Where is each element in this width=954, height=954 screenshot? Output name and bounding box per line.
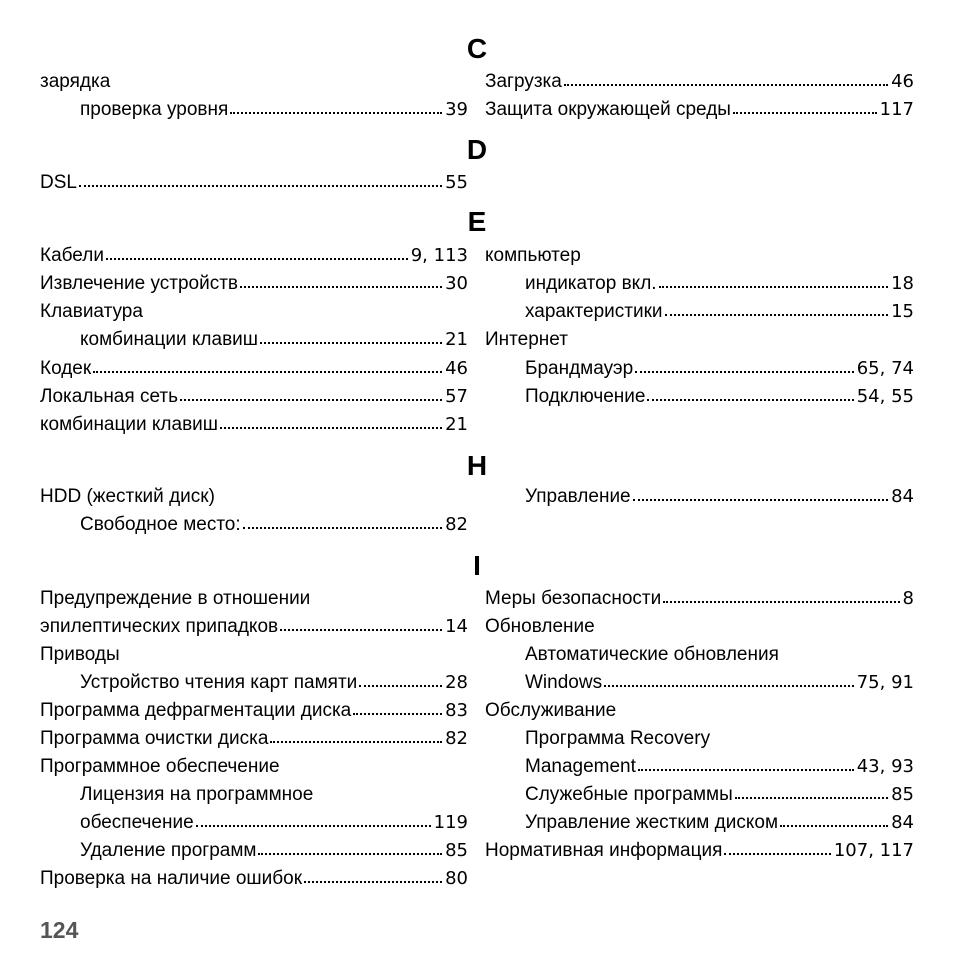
dot-leader <box>604 685 854 687</box>
entry-text: индикатор вкл. <box>525 273 657 294</box>
dot-leader <box>647 399 853 401</box>
entry-text: Устройство чтения карт памяти <box>80 672 358 693</box>
entry-page: 46 <box>445 358 468 379</box>
dot-leader <box>196 825 431 827</box>
index-entry <box>525 355 914 383</box>
entry-page: 80 <box>445 868 468 889</box>
index-entry <box>525 809 914 837</box>
index-entry <box>485 837 914 865</box>
entry-page: 21 <box>445 414 468 435</box>
index-entry <box>525 298 914 326</box>
entry-text: DSL <box>40 172 77 193</box>
entry-text: Лицензия на программное <box>80 784 314 805</box>
entry-page: 8 <box>902 588 914 609</box>
index-entry <box>80 511 468 539</box>
dot-leader <box>93 371 442 373</box>
entry-text: Загрузка <box>485 71 562 92</box>
dot-leader <box>733 112 877 114</box>
dot-leader <box>635 371 854 373</box>
dot-leader <box>665 314 889 316</box>
entry-text: Windows <box>525 672 603 693</box>
section-header-i: I <box>473 550 481 581</box>
entry-page: 82 <box>445 514 468 535</box>
dot-leader <box>220 427 442 429</box>
index-entry <box>40 725 468 753</box>
index-entry <box>525 641 914 669</box>
entry-text: Программное обеспечение <box>40 756 280 777</box>
entry-text: Обновление <box>485 616 595 637</box>
entry-text: Программа очистки диска <box>40 728 269 749</box>
dot-leader <box>180 399 442 401</box>
entry-text: Кодек <box>40 358 92 379</box>
dot-leader <box>633 499 888 501</box>
entry-text: Приводы <box>40 644 120 665</box>
entry-page: 107, 117 <box>833 840 914 861</box>
index-entry <box>525 270 914 298</box>
index-entry <box>40 411 468 439</box>
index-entry <box>485 613 914 641</box>
entry-text: HDD (жесткий диск) <box>40 486 215 507</box>
entry-text: Подключение <box>525 386 646 407</box>
entry-text: Клавиатура <box>40 301 143 322</box>
entry-page: 54, 55 <box>856 386 914 407</box>
entry-page: 65, 74 <box>856 358 914 379</box>
entry-text: комбинации клавиш <box>80 329 259 350</box>
entry-text: Кабели <box>40 245 104 266</box>
entry-text: компьютер <box>485 245 581 266</box>
entry-page: 43, 93 <box>856 756 914 777</box>
index-entry <box>485 585 914 613</box>
entry-page: 9, 113 <box>410 245 468 266</box>
entry-text: Управление <box>525 486 631 507</box>
index-entry <box>40 169 468 197</box>
index-entry <box>485 68 914 96</box>
entry-page: 85 <box>445 840 468 861</box>
index-entry <box>40 613 468 641</box>
entry-text: комбинации клавиш <box>40 414 219 435</box>
dot-leader <box>240 286 442 288</box>
entry-page: 30 <box>445 273 468 294</box>
entry-text: Программа Recovery <box>525 728 711 749</box>
entry-page: 85 <box>891 784 914 805</box>
dot-leader <box>230 112 442 114</box>
index-entry <box>40 697 468 725</box>
dot-leader <box>780 825 888 827</box>
entry-text: проверка уровня <box>80 99 229 120</box>
dot-leader <box>359 685 442 687</box>
index-entry <box>525 669 914 697</box>
dot-leader <box>260 342 442 344</box>
index-entry <box>80 837 468 865</box>
section-header-e: E <box>467 206 487 237</box>
dot-leader <box>79 185 442 187</box>
dot-leader <box>724 853 830 855</box>
dot-leader <box>304 881 442 883</box>
index-entry <box>80 809 468 837</box>
index-entry <box>40 383 468 411</box>
index-entry <box>40 483 468 511</box>
entry-text: Предупреждение в отношении <box>40 588 311 609</box>
dot-leader <box>106 258 408 260</box>
entry-text: эпилептических припадков <box>40 616 279 637</box>
index-entry <box>80 326 468 354</box>
index-entry <box>40 242 468 270</box>
dot-leader <box>659 286 889 288</box>
page-number: 124 <box>40 917 79 943</box>
entry-page: 57 <box>445 386 468 407</box>
entry-page: 75, 91 <box>856 672 914 693</box>
entry-page: 84 <box>891 812 914 833</box>
entry-text: Обслуживание <box>485 700 617 721</box>
entry-page: 21 <box>445 329 468 350</box>
index-entry <box>525 483 914 511</box>
index-entry <box>40 355 468 383</box>
dot-leader <box>270 741 442 743</box>
entry-text: обеспечение <box>80 812 194 833</box>
index-entry <box>40 753 468 781</box>
dot-leader <box>638 769 854 771</box>
index-entry <box>525 725 914 753</box>
entry-text: зарядка <box>40 71 111 92</box>
entry-text: Брандмауэр <box>525 358 634 379</box>
entry-text: Управление жестким диском <box>525 812 779 833</box>
entry-page: 15 <box>891 301 914 322</box>
entry-text: Защита окружающей среды <box>485 99 731 120</box>
entry-text: Извлечение устройств <box>40 273 238 294</box>
entry-page: 18 <box>891 273 914 294</box>
entry-text: характеристики <box>525 301 663 322</box>
entry-text: Проверка на наличие ошибок <box>40 868 303 889</box>
entry-page: 28 <box>445 672 468 693</box>
entry-page: 82 <box>445 728 468 749</box>
index-entry <box>485 697 914 725</box>
index-entry <box>525 383 914 411</box>
dot-leader <box>353 713 442 715</box>
entry-page: 55 <box>445 172 468 193</box>
index-entry <box>40 298 468 326</box>
entry-text: Локальная сеть <box>40 386 178 407</box>
section-header-c: C <box>466 33 488 64</box>
entry-page: 84 <box>891 486 914 507</box>
index-entry <box>485 96 914 124</box>
index-entry <box>40 585 468 613</box>
entry-text: Меры безопасности <box>485 588 662 609</box>
entry-page: 83 <box>445 700 468 721</box>
index-entry <box>80 96 468 124</box>
index-entry <box>525 781 914 809</box>
entry-page: 46 <box>891 71 914 92</box>
index-entry <box>40 68 468 96</box>
dot-leader <box>258 853 442 855</box>
entry-text: Management <box>525 756 636 777</box>
dot-leader <box>663 601 899 603</box>
entry-text: Программа дефрагментации диска <box>40 700 352 721</box>
entry-text: Свободное место: <box>80 514 241 535</box>
entry-text: Интернет <box>485 329 568 350</box>
index-entry <box>525 753 914 781</box>
entry-text: Нормативная информация <box>485 840 723 861</box>
entry-text: Удаление программ <box>80 840 257 861</box>
index-entry <box>485 326 914 354</box>
entry-page: 39 <box>445 99 468 120</box>
entry-page: 119 <box>433 812 468 833</box>
dot-leader <box>243 527 442 529</box>
dot-leader <box>735 797 888 799</box>
index-entry <box>40 641 468 669</box>
index-entry <box>80 781 468 809</box>
dot-leader <box>564 84 888 86</box>
entry-page: 117 <box>879 99 914 120</box>
index-entry <box>40 270 468 298</box>
index-entry <box>485 242 914 270</box>
index-entry <box>40 865 468 893</box>
section-header-h: H <box>466 450 488 481</box>
index-entry <box>80 669 468 697</box>
section-header-d: D <box>466 134 488 165</box>
entry-text: Автоматические обновления <box>525 644 779 665</box>
entry-page: 14 <box>445 616 468 637</box>
entry-text: Служебные программы <box>525 784 733 805</box>
dot-leader <box>280 629 442 631</box>
